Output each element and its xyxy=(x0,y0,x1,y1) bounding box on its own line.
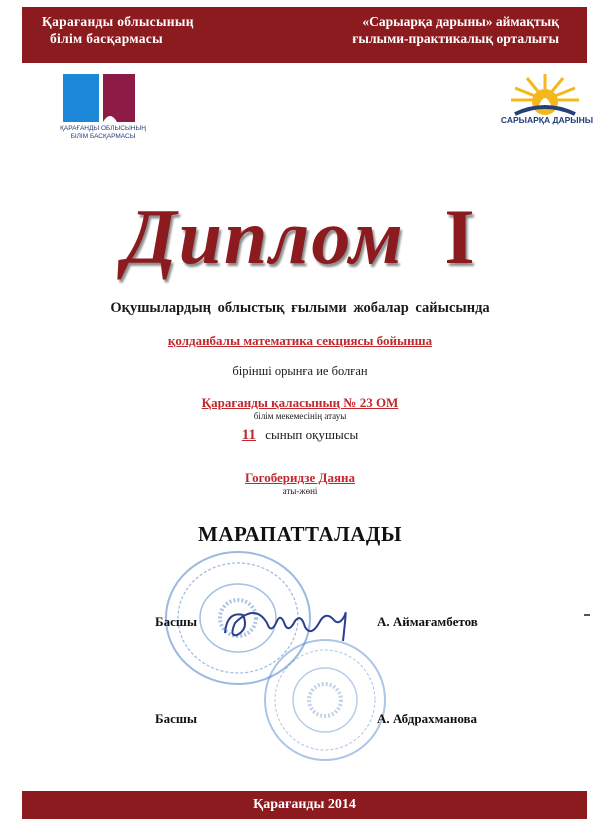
signature-icon xyxy=(215,593,365,653)
grade-line xyxy=(0,427,600,444)
school-caption: білім мекемесінің атауы xyxy=(253,411,347,421)
header-right xyxy=(352,13,559,47)
edge-mark xyxy=(584,614,590,616)
footer-band: Қарағанды 2014 xyxy=(22,791,587,819)
section-line: қолданбалы математика секциясы бойынша xyxy=(167,333,433,348)
header-left xyxy=(42,13,194,47)
saryarka-daryny-logo-caption: САРЫАРҚА ДАРЫНЫ xyxy=(500,115,594,125)
education-department-logo-caption: ҚАРАҒАНДЫ ОБЛЫСЫНЫҢ БІЛІМ БАСҚАРМАСЫ xyxy=(60,125,146,140)
signature-1-name: А. Аймағамбетов xyxy=(377,614,478,629)
diploma-title-word: Диплом xyxy=(123,193,405,280)
diploma-title xyxy=(0,192,600,282)
signature-1-role: Басшы xyxy=(155,614,197,629)
header-band xyxy=(22,7,587,63)
student-name-caption: аты-жөні xyxy=(282,486,318,496)
school-line: Қарағанды қаласының № 23 ОМ xyxy=(201,395,399,410)
award-heading: МАРАПАТТАЛАДЫ xyxy=(198,522,402,546)
signature-2-name: А. Абдрахманова xyxy=(377,711,478,726)
second-seal-icon xyxy=(263,638,388,763)
header-right-line2: ғылыми-практикалық орталығы xyxy=(352,31,559,46)
signature-2-role: Басшы xyxy=(155,711,197,726)
competition-line: Оқушылардың облыстық ғылыми жобалар сайысында xyxy=(110,300,490,316)
header-left-line2: білім басқармасы xyxy=(50,31,163,46)
grade-number: 11 xyxy=(241,427,256,443)
grade-text: сынып оқушысы xyxy=(265,427,359,442)
diploma-degree: I xyxy=(444,193,477,280)
header-right-line1: «Сарыарқа дарыны» аймақтық xyxy=(362,14,559,29)
student-name: Гогоберидзе Даяна xyxy=(245,470,355,485)
place-line: бірінші орынға ие болған xyxy=(232,364,368,378)
header-left-line1: Қарағанды облысының xyxy=(42,14,194,29)
